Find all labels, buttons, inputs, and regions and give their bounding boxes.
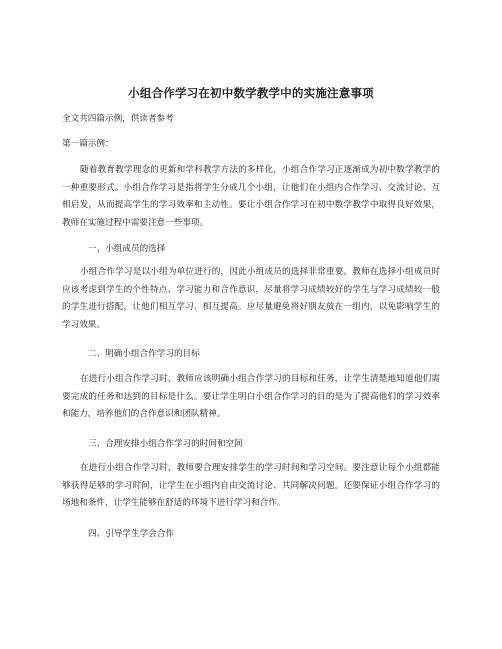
paragraph-intro: 随着教育教学理念的更新和学科教学方法的多样化，小组合作学习正逐渐成为初中数学教学的一种重要形式。小组合作学习是指将学生分成几个小组，让他们在小组内合作学习、交流讨论、互相启发，从而提高学生的学习效率和主动性。要让小组合作学习在初中数学教学中取得良好效果，教师在实施过程中需要注意一些事项。 [62, 165, 440, 228]
heading-clear-goals: 二、明确小组合作学习的目标 [88, 349, 200, 359]
example-label: 第一篇示例： [62, 139, 114, 149]
document-title: 小组合作学习在初中数学教学中的实施注意事项 [128, 86, 374, 100]
heading-guide-cooperation: 四、引导学生学会合作 [88, 529, 174, 539]
paragraph-time-space: 在进行小组合作学习时，教师要合理安排学生的学习时间和学习空间。要注意让每个小组都能够获得足够的学习时间，让学生在小组内自由交流讨论、共同解决问题。还要保证小组合作学习的场地和条件，让学生能够在舒适的环境下进行学习和合作。 [62, 463, 440, 509]
paragraph-clear-goals: 在进行小组合作学习时，教师应该明确小组合作学习的目标和任务，让学生清楚地知道他们需要完成的任务和达到的目标是什么。要让学生明白小组合作学习的目的是为了提高他们的学习效率和能力，培养他们的合作意识和团队精神。 [62, 374, 440, 420]
heading-time-space: 三、合理安排小组合作学习的时间和空间 [88, 439, 243, 449]
paragraph-member-selection: 小组合作学习是以小组为单位进行的，因此小组成员的选择非常重要。教师在选择小组成员时应该考虑到学生的个性特点、学习能力和合作意识，尽量将学习成绩较好的学生与学习成绩较一般的学生进行搭配，让他们相互学习、相互提高。应尽量避免将好朋友放在一组内，以免影响学生的学习效果。 [62, 267, 440, 330]
intro-line: 全文共四篇示例，供读者参考 [62, 114, 174, 124]
heading-member-selection: 一、小组成员的选择 [88, 244, 166, 254]
